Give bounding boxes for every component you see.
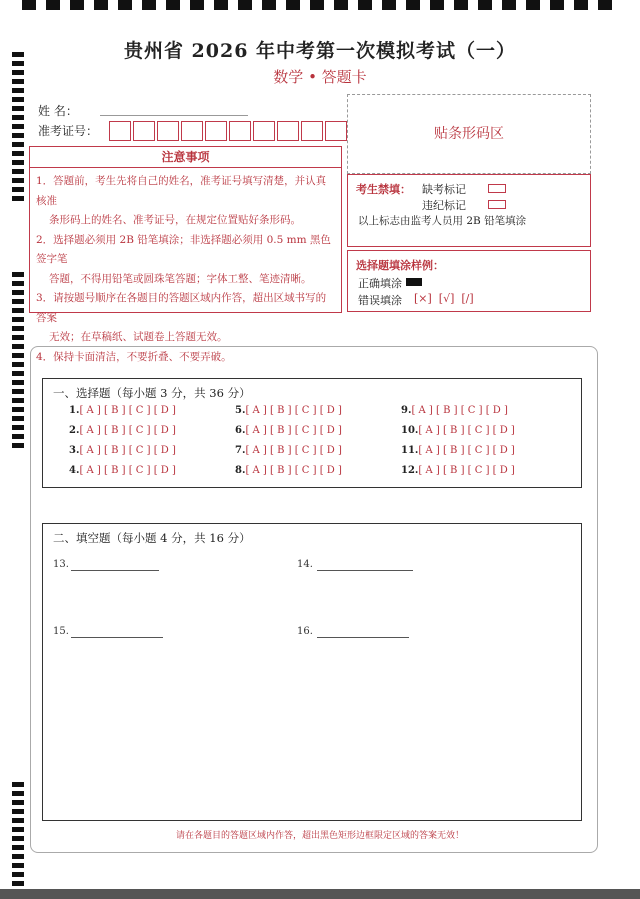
id-number-boxes[interactable] — [109, 121, 349, 141]
mc-question[interactable]: 3.[ A ] [ B ] [ C ] [ D ] — [69, 445, 176, 456]
mc-question[interactable]: 5.[ A ] [ B ] [ C ] [ D ] — [235, 405, 342, 416]
notice-line: 无效；在草稿纸、试题卷上答题无效。 — [49, 331, 228, 343]
notice-line: 3．请按题号顺序在各题目的答题区域内作答，超出区域书写的答案 — [36, 292, 327, 324]
mc-question[interactable]: 12.[ A ] [ B ] [ C ] [ D ] — [401, 465, 515, 476]
correct-fill-label: 正确填涂 — [358, 277, 402, 290]
page-title: 贵州省 2026 年中考第一次模拟考试（一） — [123, 40, 517, 62]
blank-number: 15. — [53, 626, 69, 637]
notice-line: 4．保持卡面清洁，不要折叠、不要弄破。 — [36, 350, 232, 363]
notice-line: 1．答题前，考生先将自己的姓名，准考证号填写清楚，并认真核准 — [36, 175, 327, 207]
notice-line: 答题，不得用铅笔或圆珠笔答题；字体工整、笔迹清晰。 — [49, 272, 312, 285]
blank-number: 16. — [297, 626, 313, 637]
blank-answer-line[interactable] — [317, 637, 409, 638]
name-field[interactable] — [100, 115, 248, 116]
mc-question[interactable]: 2.[ A ] [ B ] [ C ] [ D ] — [69, 425, 176, 436]
mc-question[interactable]: 1.[ A ] [ B ] [ C ] [ D ] — [69, 405, 176, 416]
notice-box — [29, 146, 342, 363]
forbidden-note: 以上标志由监考人员用 2B 铅笔填涂 — [358, 215, 527, 227]
multiple-choice-section — [42, 378, 582, 488]
notice-line: 2．选择题必须用 2B 铅笔填涂；非选择题必须用 0.5 mm 黑色签字笔 — [36, 233, 331, 265]
absent-mark-label: 缺考标记 — [422, 183, 466, 196]
footer-note: 请在各题目的答题区域内作答，超出黑色矩形边框限定区域的答案无效！ — [175, 831, 464, 841]
wrong-fill-label: 错误填涂 — [358, 294, 402, 307]
name-label: 姓 名： — [38, 104, 78, 118]
page-subtitle: 数学 • 答题卡 — [273, 68, 367, 86]
mc-question[interactable]: 11.[ A ] [ B ] [ C ] [ D ] — [401, 445, 515, 456]
violation-mark-box[interactable] — [488, 200, 506, 209]
barcode-area: 贴条形码区 — [347, 94, 591, 174]
forbidden-title: 考生禁填： — [356, 183, 411, 196]
mc-question[interactable]: 4.[ A ] [ B ] [ C ] [ D ] — [69, 465, 176, 476]
left-timing-marks-middle — [12, 272, 24, 448]
mc-question[interactable]: 10.[ A ] [ B ] [ C ] [ D ] — [401, 425, 515, 436]
blank-number: 13. — [53, 559, 69, 570]
blank-number: 14. — [297, 559, 313, 570]
correct-fill-sample — [406, 278, 422, 286]
top-timing-marks — [22, 0, 612, 10]
section2-title: 二、填空题（每小题 4 分，共 16 分） — [53, 531, 251, 545]
wrong-fill-samples: [×] [√] [/] — [414, 292, 474, 305]
blank-answer-line[interactable] — [71, 570, 159, 571]
fill-sample-title: 选择题填涂样例： — [356, 259, 444, 272]
notice-title: 注意事项 — [30, 147, 341, 168]
forbidden-box — [347, 174, 591, 247]
fill-sample-box — [347, 250, 591, 312]
fill-blank-section — [42, 523, 582, 821]
blank-answer-line[interactable] — [71, 637, 163, 638]
mc-question[interactable]: 7.[ A ] [ B ] [ C ] [ D ] — [235, 445, 342, 456]
absent-mark-box[interactable] — [488, 184, 506, 193]
mc-question[interactable]: 6.[ A ] [ B ] [ C ] [ D ] — [235, 425, 342, 436]
bottom-bar — [0, 889, 640, 899]
blank-answer-line[interactable] — [317, 570, 413, 571]
violation-mark-label: 违纪标记 — [422, 199, 466, 212]
mc-question[interactable]: 9.[ A ] [ B ] [ C ] [ D ] — [401, 405, 508, 416]
notice-line: 条形码上的姓名、准考证号，在规定位置贴好条形码。 — [49, 214, 301, 226]
id-label: 准考证号： — [38, 124, 99, 138]
mc-question[interactable]: 8.[ A ] [ B ] [ C ] [ D ] — [235, 465, 342, 476]
section1-title: 一、选择题（每小题 3 分，共 36 分） — [53, 386, 251, 400]
